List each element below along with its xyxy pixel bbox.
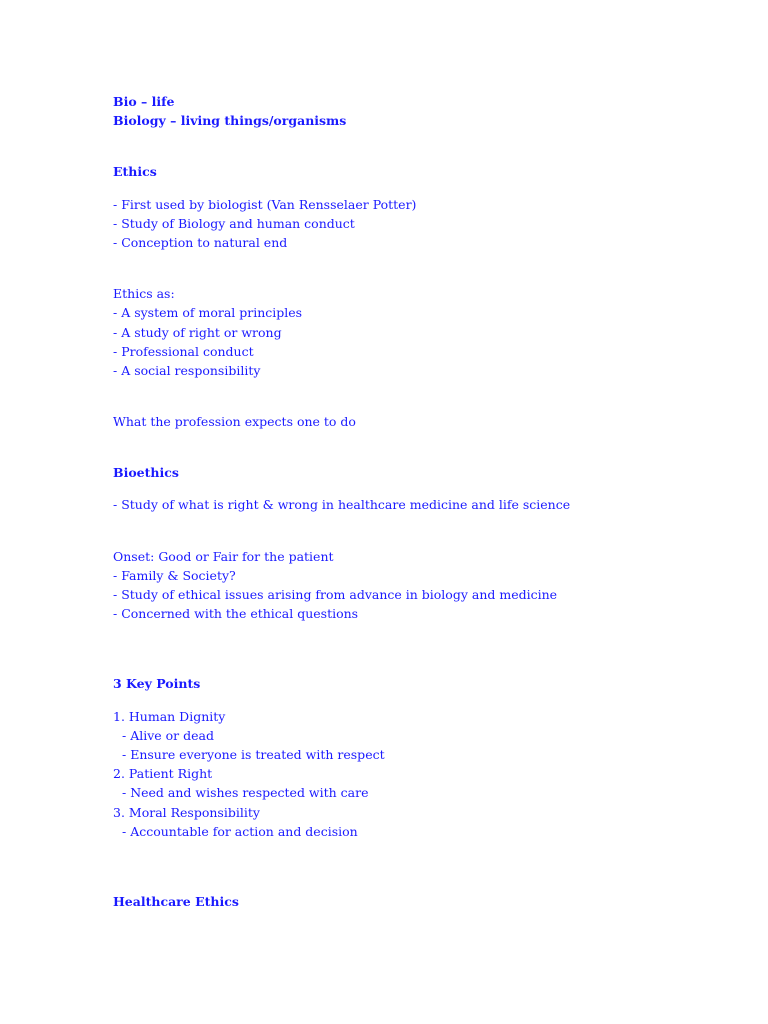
ethics-as-point: - A study of right or wrong xyxy=(113,324,282,340)
key-point-title: 2. Patient Right xyxy=(113,766,213,782)
onset-point: - Concerned with the ethical questions xyxy=(113,606,359,622)
onset-label: Onset: Good or Fair for the patient xyxy=(113,548,334,564)
bioethics-definition: - Study of what is right & wrong in healthcare medicine and life science xyxy=(113,497,571,513)
ethics-heading: Ethics xyxy=(113,164,157,180)
healthcare-ethics-heading: Healthcare Ethics xyxy=(113,893,239,909)
intro-biology-line: Biology – living things/organisms xyxy=(113,113,347,129)
intro-bio-line: Bio – life xyxy=(113,94,175,109)
key-point-title: 3. Moral Responsibility xyxy=(113,804,260,820)
onset-point: - Study of ethical issues arising from advance in biology and medicine xyxy=(113,587,558,602)
profession-expectation: What the profession expects one to do xyxy=(113,414,356,430)
ethics-point: - Conception to natural end xyxy=(113,234,288,250)
ethics-as-point: - A system of moral principles xyxy=(113,305,303,321)
key-point-sub: - Accountable for action and decision xyxy=(122,823,358,839)
onset-point: - Family & Society? xyxy=(113,567,236,583)
ethics-point: - First used by biologist (Van Rensselaer Potter) xyxy=(113,196,417,212)
ethics-as-point: - Professional conduct xyxy=(113,343,254,359)
ethics-point: - Study of Biology and human conduct xyxy=(113,215,355,231)
key-point-sub: - Need and wishes respected with care xyxy=(122,785,369,801)
key-point-sub: - Ensure everyone is treated with respect xyxy=(122,746,385,762)
document-page xyxy=(113,92,733,911)
key-point-sub: - Alive or dead xyxy=(122,727,214,743)
key-point-title: 1. Human Dignity xyxy=(113,708,226,724)
ethics-as-label: Ethics as: xyxy=(113,286,175,302)
bioethics-heading: Bioethics xyxy=(113,465,179,481)
key-points-heading: 3 Key Points xyxy=(113,676,201,692)
ethics-as-point: - A social responsibility xyxy=(113,362,261,378)
